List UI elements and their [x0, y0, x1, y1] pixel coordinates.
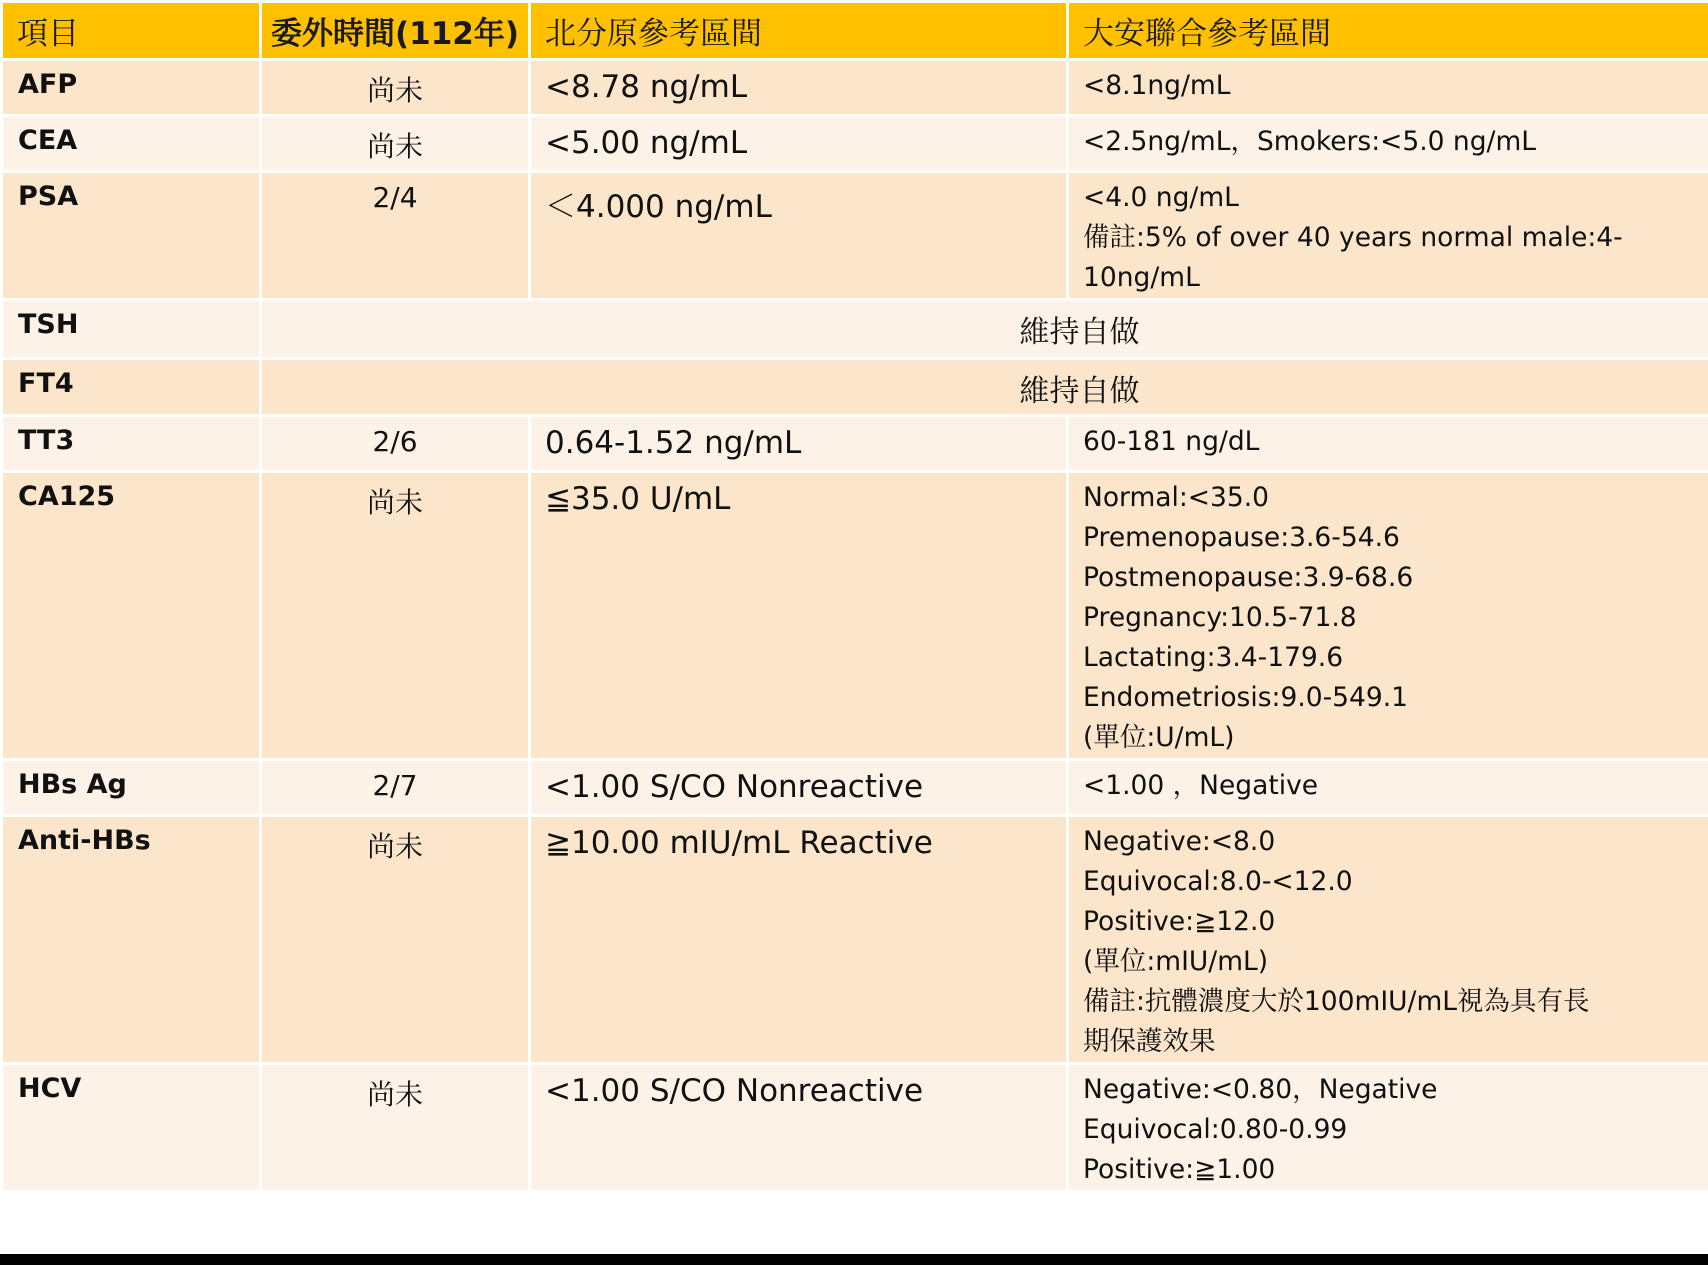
beifen-range-cell: <1.00 S/CO Nonreactive: [530, 760, 1068, 816]
item-name-cell: CEA: [2, 116, 261, 172]
item-name-cell: HBs Ag: [2, 760, 261, 816]
outsource-time-cell: 尚未: [261, 116, 530, 172]
outsource-time-cell: 尚未: [261, 472, 530, 760]
item-name-cell: AFP: [2, 60, 261, 116]
item-name-cell: Anti-HBs: [2, 816, 261, 1064]
beifen-range-cell: <8.78 ng/mL: [530, 60, 1068, 116]
daan-range-line: Endometriosis:9.0-549.1: [1083, 682, 1409, 713]
daan-range-line: <2.5ng/mL，Smokers:<5.0 ng/mL: [1083, 126, 1537, 157]
daan-range-line: Postmenopause:3.9-68.6: [1083, 562, 1414, 593]
item-name-cell: TSH: [2, 300, 261, 359]
beifen-range-cell: <1.00 S/CO Nonreactive: [530, 1064, 1068, 1192]
daan-range-line: Negative:<0.80，Negative: [1083, 1074, 1438, 1105]
daan-range-cell: [1068, 472, 1708, 760]
item-name-cell: FT4: [2, 359, 261, 416]
table-row: [2, 760, 1708, 816]
table-row: [2, 1064, 1708, 1192]
daan-range-line: 60-181 ng/dL: [1083, 426, 1260, 457]
table-row: [2, 416, 1708, 472]
daan-range-line: <4.0 ng/mL: [1083, 182, 1239, 213]
item-name-cell: TT3: [2, 416, 261, 472]
beifen-range-cell: ≧10.00 mIU/mL Reactive: [530, 816, 1068, 1064]
table-row: [2, 300, 1708, 359]
daan-range-cell: [1068, 816, 1708, 1064]
daan-range-line: Equivocal:0.80-0.99: [1083, 1114, 1348, 1145]
daan-range-cell: [1068, 416, 1708, 472]
daan-range-line: (單位:U/mL): [1083, 722, 1235, 753]
header-beifen-range: 北分原參考區間: [530, 2, 1068, 60]
daan-range-line: Pregnancy:10.5-71.8: [1083, 602, 1357, 633]
table-row: [2, 172, 1708, 300]
table-row: [2, 60, 1708, 116]
daan-range-cell: [1068, 116, 1708, 172]
daan-range-line: Lactating:3.4-179.6: [1083, 642, 1344, 673]
daan-range-line: <8.1ng/mL: [1083, 70, 1231, 101]
daan-range-line: (單位:mIU/mL): [1083, 946, 1269, 977]
table-row: [2, 816, 1708, 1064]
daan-range-line: 備註:5% of over 40 years normal male:4-: [1083, 222, 1623, 253]
outsource-time-cell: 2/7: [261, 760, 530, 816]
header-item: 項目: [2, 2, 261, 60]
header-daan-range: 大安聯合參考區間: [1068, 2, 1708, 60]
daan-range-line: 期保護效果: [1083, 1026, 1216, 1057]
beifen-range-cell: ＜4.000 ng/mL: [530, 172, 1068, 300]
table-row: [2, 359, 1708, 416]
daan-range-line: 備註:抗體濃度大於100mIU/mL視為具有長: [1083, 986, 1590, 1017]
outsource-time-cell: 尚未: [261, 60, 530, 116]
outsource-time-cell: 2/4: [261, 172, 530, 300]
beifen-range-cell: <5.00 ng/mL: [530, 116, 1068, 172]
outsource-time-cell: 尚未: [261, 1064, 530, 1192]
merged-note-cell: 維持自做: [261, 300, 1708, 359]
header-outsource-time: 委外時間(112年): [261, 2, 530, 60]
daan-range-cell: [1068, 1064, 1708, 1192]
daan-range-cell: [1068, 172, 1708, 300]
item-name-cell: HCV: [2, 1064, 261, 1192]
daan-range-line: 10ng/mL: [1083, 262, 1200, 293]
daan-range-line: Normal:<35.0: [1083, 482, 1270, 513]
item-name-cell: CA125: [2, 472, 261, 760]
outsource-time-cell: 尚未: [261, 816, 530, 1064]
daan-range-line: Negative:<8.0: [1083, 826, 1276, 857]
daan-range-line: <1.00 ，Negative: [1083, 770, 1319, 801]
table-body: [2, 60, 1708, 1192]
daan-range-cell: [1068, 60, 1708, 116]
daan-range-line: Equivocal:8.0-<12.0: [1083, 866, 1353, 897]
merged-note-cell: 維持自做: [261, 359, 1708, 416]
daan-range-line: Premenopause:3.6-54.6: [1083, 522, 1400, 553]
item-name-cell: PSA: [2, 172, 261, 300]
daan-range-line: Positive:≧12.0: [1083, 906, 1276, 937]
beifen-range-cell: 0.64-1.52 ng/mL: [530, 416, 1068, 472]
table-header-row: [2, 2, 1708, 60]
daan-range-line: Positive:≧1.00: [1083, 1154, 1276, 1185]
beifen-range-cell: ≦35.0 U/mL: [530, 472, 1068, 760]
daan-range-cell: [1068, 760, 1708, 816]
outsource-time-cell: 2/6: [261, 416, 530, 472]
table-row: [2, 116, 1708, 172]
table-row: [2, 472, 1708, 760]
